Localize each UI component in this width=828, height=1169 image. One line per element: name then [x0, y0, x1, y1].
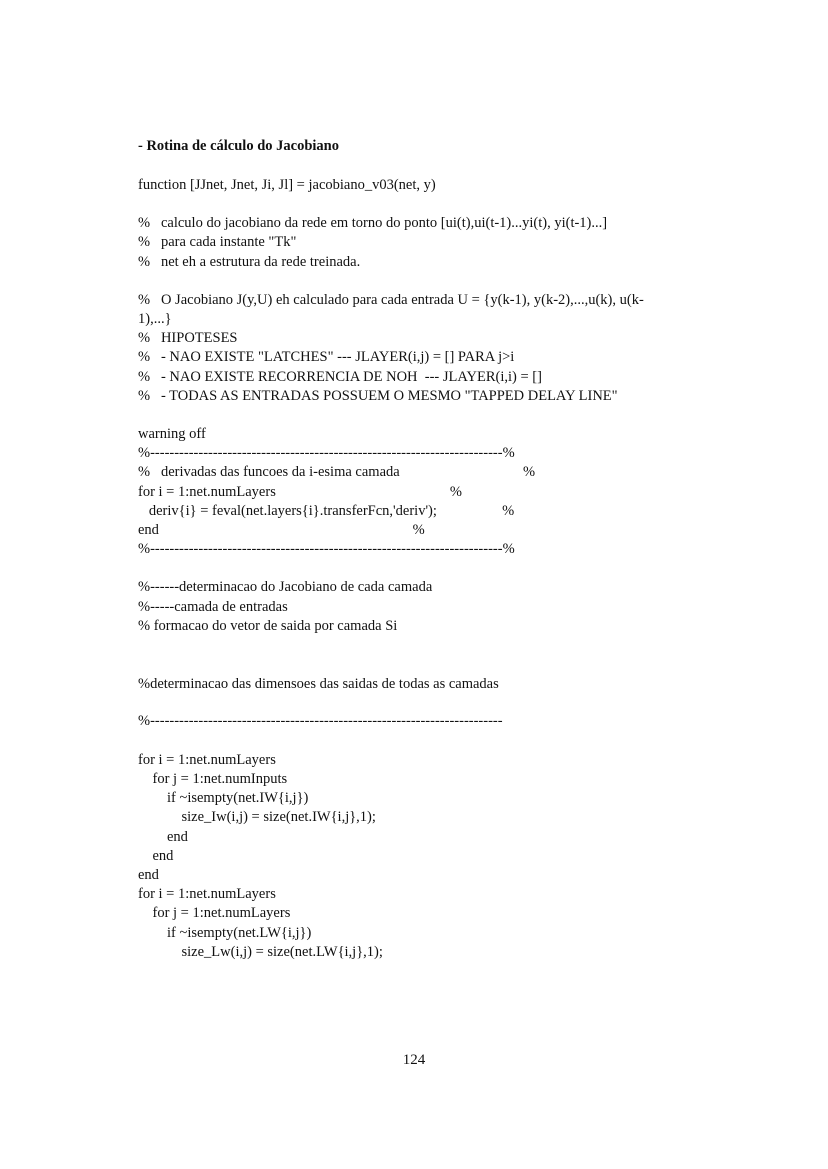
- code-line: for j = 1:net.numLayers: [138, 905, 291, 921]
- code-line: for i = 1:net.numLayers: [138, 886, 276, 902]
- section-heading: - Rotina de cálculo do Jacobiano: [138, 138, 339, 154]
- hypothesis-line: % - NAO EXISTE RECORRENCIA DE NOH --- JLAYER(i,i) = []: [138, 369, 542, 385]
- hypothesis-line: 1),...}: [138, 311, 172, 327]
- code-line: if ~isempty(net.LW{i,j}): [138, 925, 312, 941]
- code-line: for j = 1:net.numInputs: [138, 771, 288, 787]
- comment-line: %------determinacao do Jacobiano de cada camada: [138, 579, 433, 595]
- code-line: %-------------------------------------------------------------------------%: [138, 445, 515, 461]
- comment-line: %-----camada de entradas: [138, 599, 288, 615]
- comment-line: %determinacao das dimensoes das saidas de todas as camadas: [138, 676, 499, 692]
- comment-line: %-------------------------------------------------------------------------: [138, 713, 503, 729]
- code-line: for i = 1:net.numLayers: [138, 752, 276, 768]
- code-line: end: [138, 848, 174, 864]
- page-number: 124: [402, 1052, 426, 1068]
- code-line: end: [138, 867, 159, 883]
- comment-line: % formacao do vetor de saida por camada Si: [138, 618, 398, 634]
- code-line: end %: [138, 522, 425, 538]
- hypothesis-line: % - NAO EXISTE "LATCHES" --- JLAYER(i,j) = [] PARA j>i: [138, 349, 515, 365]
- hypothesis-line: % O Jacobiano J(y,U) eh calculado para cada entrada U = {y(k-1), y(k-2),...,u(k), u(k-: [138, 292, 644, 308]
- code-line: deriv{i} = feval(net.layers{i}.transferFcn,'deriv'); %: [138, 503, 515, 519]
- code-line: end: [138, 829, 188, 845]
- comment-line: % para cada instante "Tk": [138, 234, 297, 250]
- function-signature: function [JJnet, Jnet, Ji, Jl] = jacobiano_v03(net, y): [138, 177, 436, 193]
- code-line: warning off: [138, 426, 206, 442]
- code-line: %-------------------------------------------------------------------------%: [138, 541, 515, 557]
- code-line: for i = 1:net.numLayers %: [138, 484, 462, 500]
- code-line: size_Lw(i,j) = size(net.LW{i,j},1);: [138, 944, 383, 960]
- comment-line: % net eh a estrutura da rede treinada.: [138, 254, 361, 270]
- code-line: % derivadas das funcoes da i-esima camada %: [138, 464, 536, 480]
- code-line: if ~isempty(net.IW{i,j}): [138, 790, 309, 806]
- hypothesis-line: % HIPOTESES: [138, 330, 238, 346]
- code-line: size_Iw(i,j) = size(net.IW{i,j},1);: [138, 809, 376, 825]
- hypothesis-line: % - TODAS AS ENTRADAS POSSUEM O MESMO "TAPPED DELAY LINE": [138, 388, 618, 404]
- comment-line: % calculo do jacobiano da rede em torno do ponto [ui(t),ui(t-1)...yi(t), yi(t-1)...]: [138, 215, 608, 231]
